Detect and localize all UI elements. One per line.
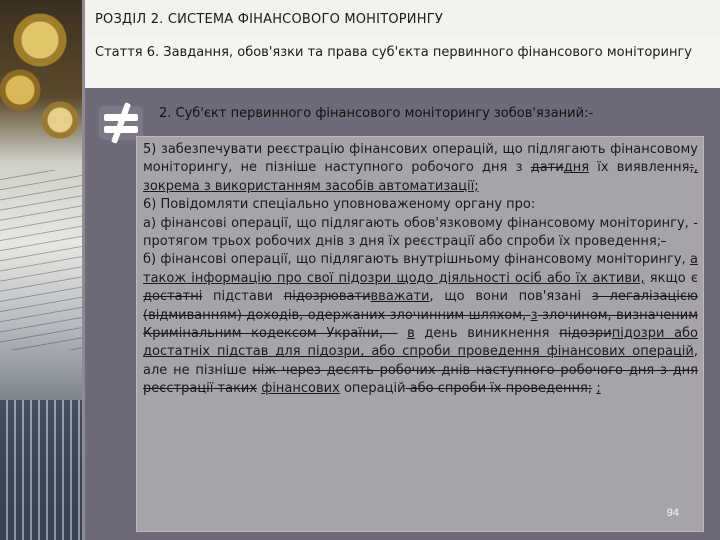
text-run: а) фінансові операції, що підлягають обов'язковому фінансовому моніторингу, - протягом трьох робочих днів з дня їх реєстрації або спроби їх проведення; bbox=[143, 215, 698, 250]
paragraph-a bbox=[143, 215, 698, 252]
underlined-text: ; bbox=[596, 381, 601, 397]
underlined-text: вважати bbox=[370, 289, 430, 305]
not-equal-icon bbox=[99, 106, 143, 140]
underlined-text: фінансових bbox=[261, 381, 340, 397]
subtitle-bar bbox=[85, 36, 720, 88]
not-equal-slash bbox=[111, 102, 131, 144]
underlined-text: а також інформацію про свої підозри щодо діяльності осіб або їх активи, bbox=[143, 252, 698, 286]
struck-text: - bbox=[661, 234, 666, 250]
underlined-text: дня bbox=[563, 160, 590, 176]
text-run: день виникнення bbox=[414, 326, 560, 342]
struck-text: достатні bbox=[143, 289, 203, 305]
text-run: , але не пізніше bbox=[143, 344, 698, 378]
struck-text: або спроби їх проведення; bbox=[405, 381, 593, 397]
underlined-text: в bbox=[407, 326, 415, 342]
text-run: їх виявлення bbox=[589, 160, 690, 176]
text-run: якщо є bbox=[644, 270, 698, 286]
struck-text: підозри bbox=[559, 326, 612, 342]
paragraph-5 bbox=[143, 141, 698, 196]
text-run: підстави bbox=[202, 289, 284, 305]
decorative-photo-strip bbox=[0, 0, 82, 540]
struck-text: дати bbox=[530, 160, 564, 176]
paper-lines-decoration bbox=[0, 170, 82, 350]
article-subtitle: Стаття 6. Завдання, обов'язки та права суб'єкта первинного фінансового моніторингу bbox=[95, 45, 692, 60]
text-run: операцій bbox=[339, 381, 406, 397]
point-heading: 2. Суб'єкт первинного фінансового моніторингу зобов'язаний:- bbox=[159, 106, 594, 121]
underlined-text: , зокрема з використанням засобів автоматизації; bbox=[143, 160, 698, 194]
paragraph-6: 6) Повідомляти спеціально уповноваженому органу про: bbox=[143, 197, 536, 213]
page-number: 94 bbox=[666, 507, 679, 519]
struck-text: з легалізацією (відмиванням) доходів, одержаних злочинним шляхом, bbox=[143, 289, 698, 323]
text-run: , що вони пов'язані bbox=[429, 289, 592, 305]
underlined-text: підозри або достатніх підстав для підозри, або спроби проведення фінансових операцій bbox=[143, 326, 698, 360]
struck-text: злочином, визначеним Кримінальним кодексом України, - bbox=[143, 307, 699, 342]
content-panel bbox=[136, 136, 704, 532]
title-bar bbox=[85, 0, 720, 38]
text-run: б) фінансові операції, що підлягають внутрішньому фінансовому моніторингу, bbox=[143, 252, 691, 268]
text-run: 5) забезпечувати реєстрацію фінансових операцій, що підлягають фінансовому моніторингу, не пізніше наступного робочого дня з bbox=[143, 142, 698, 176]
struck-text: ; bbox=[689, 160, 694, 176]
building-decoration bbox=[0, 400, 82, 540]
struck-text: ніж через десять робочих днів наступного робочого дня з дня реєстрації таких bbox=[143, 362, 698, 397]
paragraph-b bbox=[143, 251, 698, 398]
body-text bbox=[143, 141, 698, 399]
text-run bbox=[397, 326, 407, 341]
struck-text: підозрювати bbox=[283, 289, 371, 305]
page-title: РОЗДІЛ 2. СИСТЕМА ФІНАНСОВОГО МОНІТОРИНГУ bbox=[95, 12, 443, 27]
underlined-text: з bbox=[530, 307, 538, 323]
